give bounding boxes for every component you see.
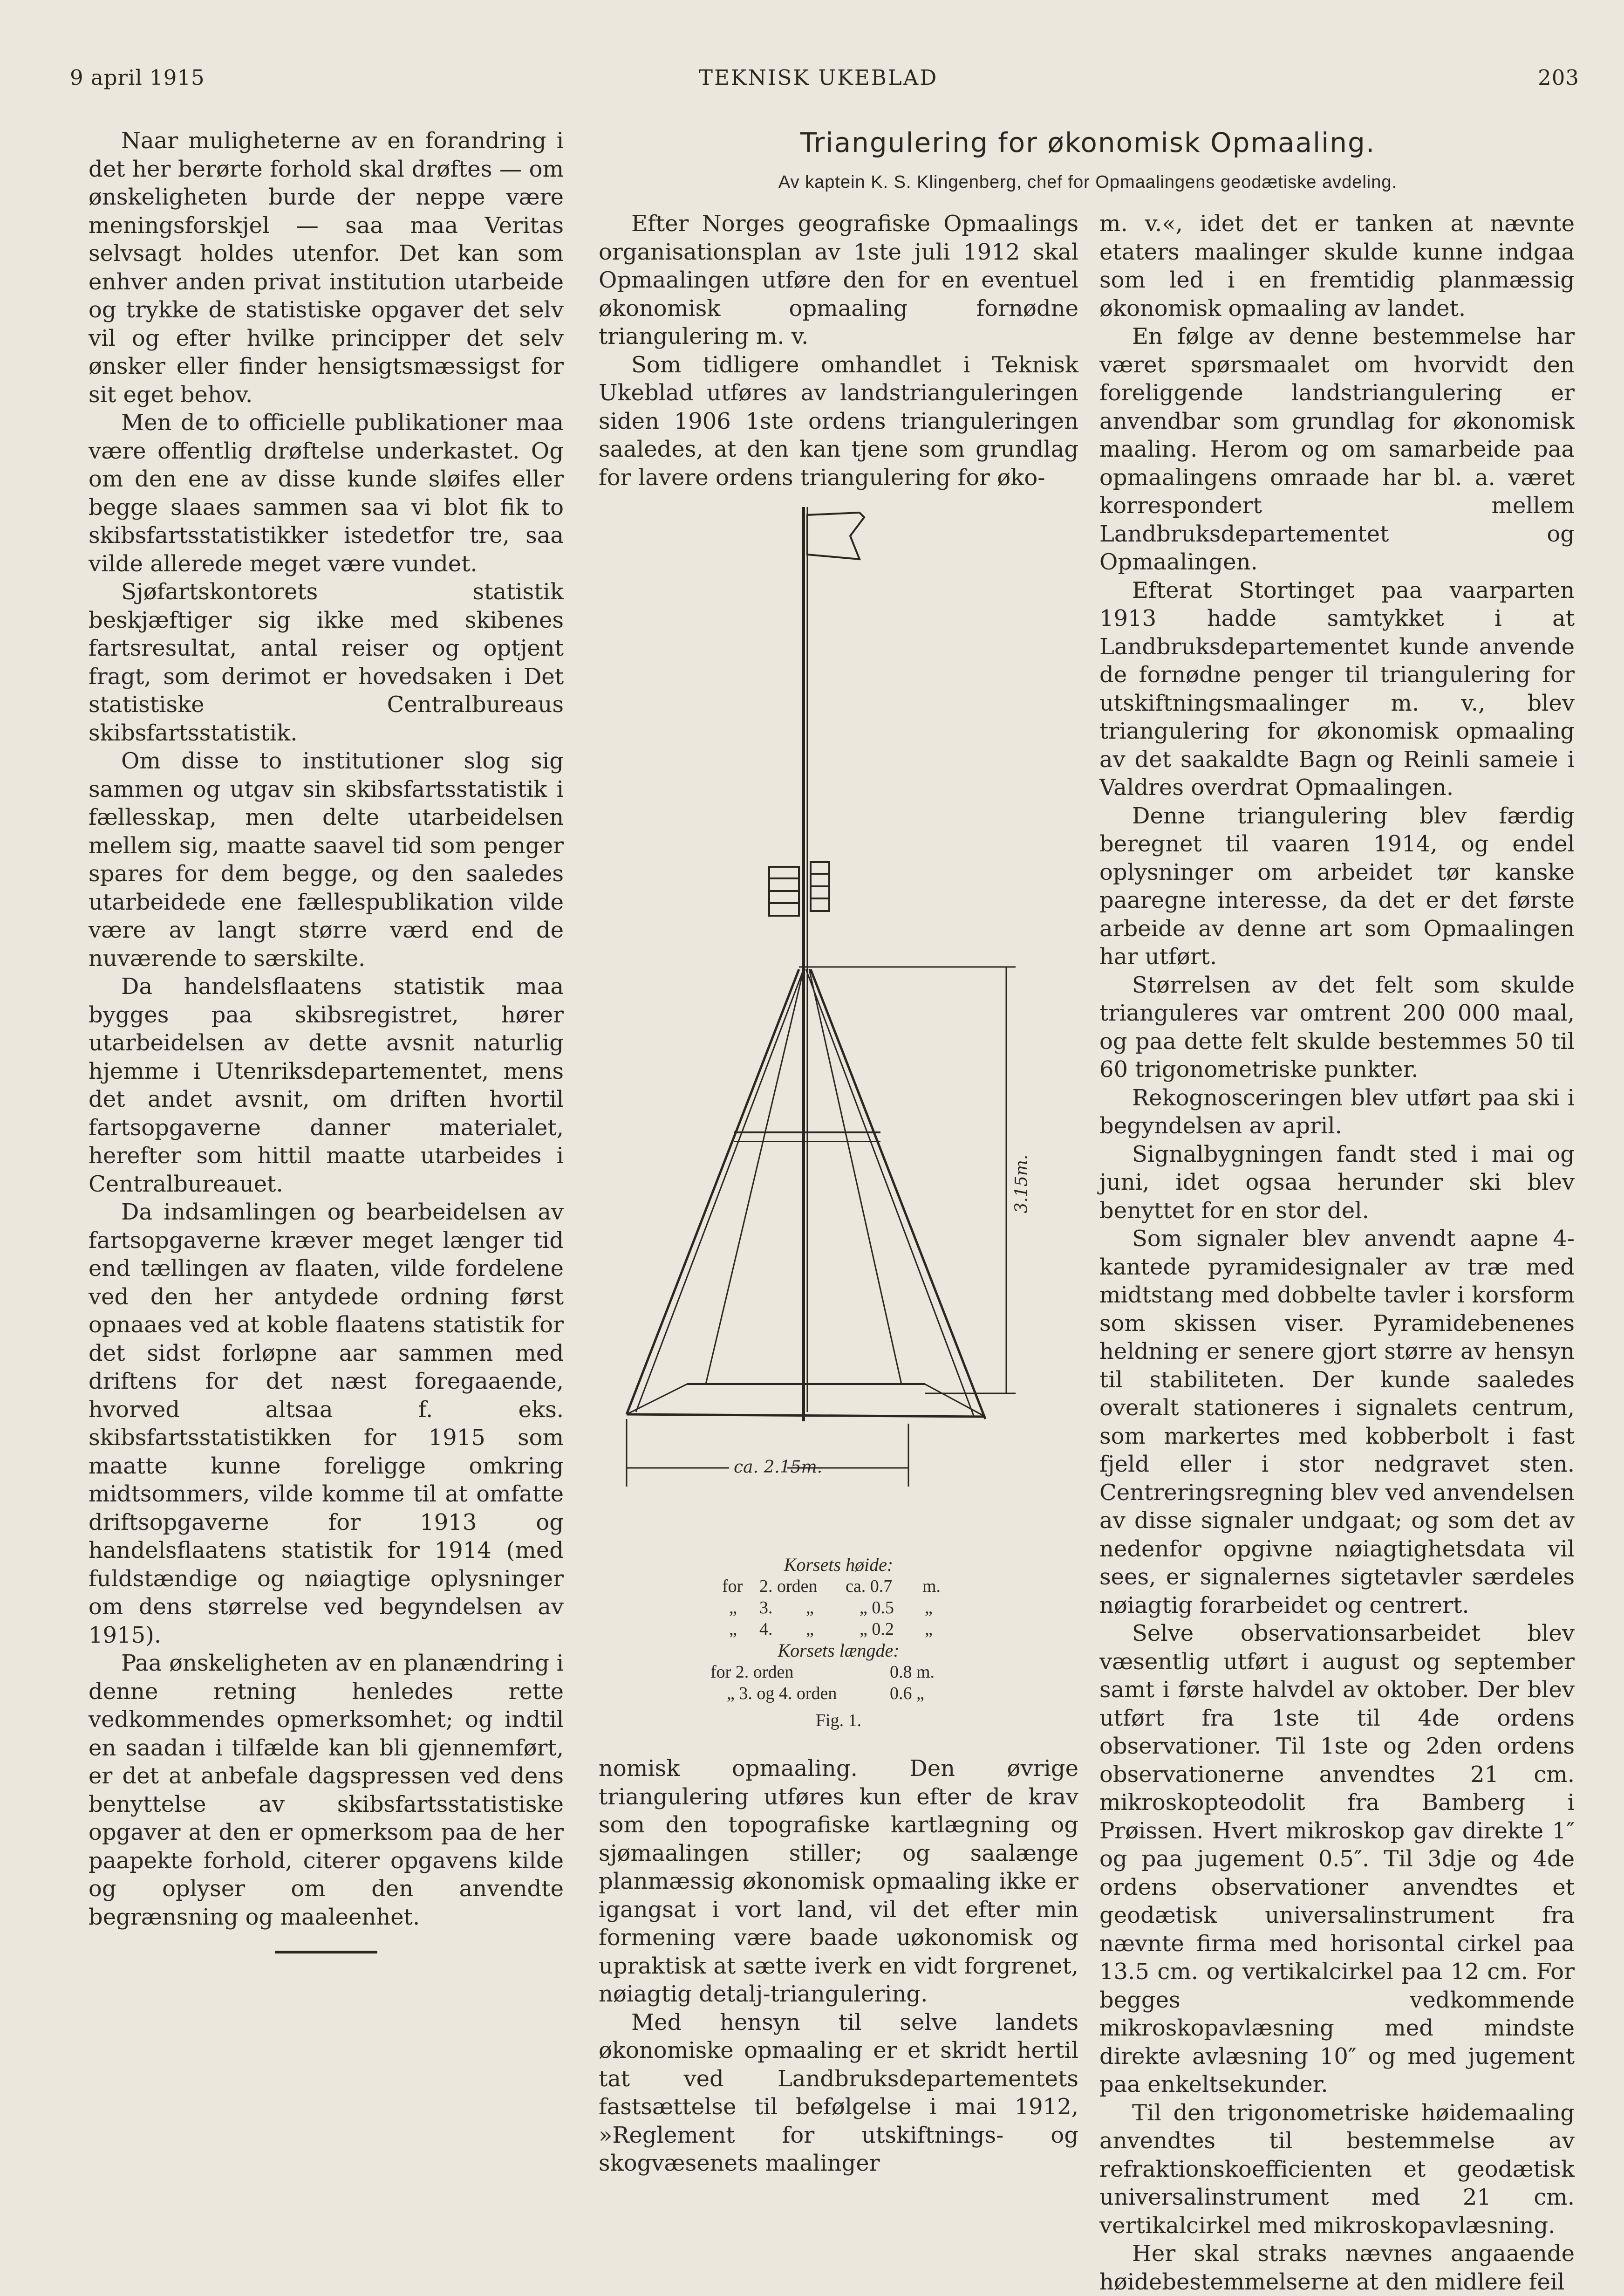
caption-cell: 0.6 „ <box>890 1684 924 1703</box>
article-end-rule <box>275 1951 377 1953</box>
paragraph: Denne triangulering blev færdig beregnet til vaaren 1914, og endel oplysninger om arbeidet tør kanske paaregne interesse, da det er det første arbeide av denne art som Opmaalingen har utført. <box>1099 802 1575 970</box>
figure-label: Fig. 1. <box>815 1711 862 1730</box>
issue-date: 9 april 1915 <box>70 65 205 90</box>
pyramid-signal-drawing <box>599 499 1078 1487</box>
caption-row <box>599 1597 1078 1618</box>
caption-cell: for 2. orden <box>710 1662 794 1682</box>
caption-cell: 3. <box>759 1598 773 1617</box>
paragraph: Da indsamlingen og bearbeidelsen av fartsopgaverne kræver meget længer tid end tællingen av flaaten, vilde fordelene ved den her antydede ordning først opnaaes ved at koble flaatens statistik for det sidst forløpne aar sammen med driftens for det næst foregaaende, hvorved altsaa f. eks. skibsfartsstatistikken for 1915 som maatte kunne foreligge omkring midtsommers, vilde komme til at omfatte driftsopgaverne for 1913 og handelsflaatens statistik for 1914 (med fuldstændige og nøiagtige oplysninger om dens størrelse ved begyndelsen av 1915). <box>89 1199 564 1648</box>
caption-cell: „ <box>729 1619 737 1639</box>
page-header <box>70 65 1579 98</box>
paragraph: Efterat Stortinget paa vaarparten 1913 hadde samtykket i at Landbruksdepartementet kunde anvende de fornødne penger til triangulering for utskiftningsmaalinger m. v., blev triangulering for økonomisk opmaaling av det saakaldte Bagn og Reinli sameie i Valdres overdrat Opmaalingen. <box>1099 577 1575 801</box>
paragraph: Rekognosceringen blev utført paa ski i begyndelsen av april. <box>1099 1084 1575 1139</box>
caption-height-heading: Korsets høide: <box>784 1554 894 1575</box>
article-title: Triangulering for økonomisk Opmaaling. <box>800 127 1376 158</box>
paragraph: Størrelsen av det felt som skulde trianguleres var omtrent 200 000 maal, og paa dette felt skulde bestemmes 50 til 60 trigonometriske punkter. <box>1099 972 1575 1083</box>
right-column <box>1099 210 1575 2296</box>
caption-cell: „ <box>806 1598 814 1617</box>
caption-cell: „ <box>925 1598 933 1617</box>
caption-cell: „ <box>729 1598 737 1617</box>
paragraph: Her skal straks nævnes angaaende høidebestemmelserne at den midlere feil <box>1099 2241 1575 2295</box>
paragraph: Om disse to institutioner slog sig sammen og utgav sin skibsfartsstatistik i fællesskap, men delte utarbeidelsen mellem sig, maatte saavel tid som penger spares for dem begge, og den saaledes utarbeidede ene fællespublikation vilde være av langt større værd end de nuværende to særskilte. <box>89 748 564 972</box>
journal-name: TEKNISK UKEBLAD <box>699 65 938 90</box>
caption-cell: „ 0.5 <box>860 1598 894 1617</box>
caption-cell: 2. orden <box>759 1576 818 1596</box>
paragraph: m. v.«, idet det er tanken at nævnte etaters maalinger skulde kunne indgaa som led i en fremtidig planmæssig økonomisk opmaaling av landet. <box>1099 211 1575 322</box>
paragraph: Men de to officielle publikationer maa være offentlig drøftelse underkastet. Og om den ene av disse kunde sløifes eller begge slaaes sammen saa vi blot fik to skibsfartsstatistikker istedetfor tre, saa vilde allerede meget være vundet. <box>89 410 564 577</box>
caption-cell: 0.8 m. <box>890 1662 935 1682</box>
caption-cell: „ 0.2 <box>860 1619 894 1639</box>
caption-row <box>599 1661 1078 1683</box>
caption-cell: ca. 0.7 <box>846 1576 893 1596</box>
signal-tower-figure <box>599 499 1078 1487</box>
width-dimension-label: ca. 2.15m. <box>734 1458 823 1477</box>
paragraph: Signalbygningen fandt sted i mai og juni, idet ogsaa herunder ski blev benyttet for en stor del. <box>1099 1141 1575 1224</box>
paragraph: Efter Norges geografiske Opmaalings organisationsplan av 1ste juli 1912 skal Opmaalingen utføre den for en eventuel økonomisk opmaaling fornødne triangulering m. v. <box>599 211 1078 350</box>
caption-cell: „ <box>925 1619 933 1639</box>
paragraph: Som signaler blev anvendt aapne 4-kantede pyramidesignaler av træ med midtstang med dobbelte tavler i korsform som skissen viser. Pyramidebenenes heldning er senere gjort større av hensyn til stabiliteten. Der kunde saaledes overalt stationeres i signalets centrum, som markertes med kobberbolt i fast fjeld eller i stor nedgravet sten. Centreringsregning blev ved anvendelsen av disse signaler undgaat; og som det av nedenfor opgivne nøiagtighetsdata vil sees, er signalernes sigtetavler særdeles nøiagtig forarbeidet og centrert. <box>1099 1226 1575 1618</box>
paragraph: Da handelsflaatens statistik maa bygges paa skibsregistret, hører utarbeidelsen av dette avsnit naturlig hjemme i Utenriksdepartementet, mens det andet avsnit, om driften hvortil fartsopgaverne danner materialet, herefter som hittil maatte utarbeides i Centralbureauet. <box>89 973 564 1197</box>
caption-length-heading: Korsets længde: <box>778 1640 900 1661</box>
article-byline: Av kaptein K. S. Klingenberg, chef for Opmaalingens geodætiske avdeling. <box>778 172 1398 192</box>
caption-row <box>599 1683 1078 1704</box>
middle-column-top <box>599 210 1078 492</box>
paragraph: Selve observationsarbeidet blev væsentlig utført i august og september samt i første halvdel av oktober. Der blev utført fra 1ste til 4de ordens observationer. Til 1ste og 2den ordens observationerne anvendtes 21 cm. mikroskopteodolit fra Bamberg i Prøissen. Hvert mikroskop gav direkte 1″ og paa jugement 0.5″. Til 3dje og 4de ordens observationer anvendtes et geodætisk universalinstrument fra nævnte firma med horisontal cirkel paa 13.5 cm. og vertikalcirkel paa 12 cm. For begges vedkommende mikroskopavlæsning med mindste direkte avlæsning 10″ og med jugement paa enkeltsekunder. <box>1099 1620 1575 2097</box>
caption-cell: for <box>722 1576 743 1596</box>
figure-caption <box>599 1554 1078 1731</box>
caption-row <box>599 1618 1078 1640</box>
height-dimension-label: 3.15m. <box>1012 1154 1031 1213</box>
paragraph: Som tidligere omhandlet i Teknisk Ukeblad utføres av landstrianguleringen siden 1906 1ste ordens trianguleringen saaledes, at den kan tjene som grundlag for lavere ordens triangulering for øko- <box>599 351 1078 491</box>
paragraph: Med hensyn til selve landets økonomiske opmaaling er et skridt hertil tat ved Landbruksdepartementets fastsættelse til befølgelse i mai 1912, »Reglement for utskiftnings- og skogvæsenets maalinger <box>599 2009 1078 2176</box>
caption-cell: „ <box>806 1619 814 1639</box>
paragraph: En følge av denne bestemmelse har været spørsmaalet om hvorvidt den foreliggende landstriangulering er anvendbar som grundlag for økonomisk maaling. Herom og om samarbeide paa opmaalingens omraade har bl. a. været korrespondert mellem Landbruksdepartementet og Opmaalingen. <box>1099 323 1575 575</box>
caption-cell: 4. <box>759 1619 773 1639</box>
caption-row <box>599 1576 1078 1597</box>
page-number: 203 <box>1538 65 1579 90</box>
paragraph: Sjøfartskontorets statistik beskjæftiger sig ikke med skibenes fartsresultat, antal reiser og optjent fragt, som derimot er hovedsaken i Det statistiske Centralbureaus skibsfartsstatistik. <box>89 579 564 746</box>
middle-column-bottom <box>599 1755 1078 2178</box>
paragraph: Paa ønskeligheten av en planændring i denne retning henledes rette vedkommendes opmerksomhet; og indtil en saadan i tilfælde kan bli gjennemført, er det at anbefale dagspressen ved dens benyttelse av skibsfartsstatistiske opgaver at den er opmerksom paa de her paapekte forhold, citerer opgavens kilde og oplyser om den anvendte begrænsning og maaleenhet. <box>89 1650 564 1930</box>
caption-cell: „ 3. og 4. orden <box>727 1684 837 1703</box>
left-column <box>89 127 564 1953</box>
caption-cell: m. <box>922 1576 941 1596</box>
paragraph: Til den trigonometriske høidemaaling anvendtes til bestemmelse av refraktionskoefficienten et geodætisk universalinstrument med 21 cm. vertikalcirkel med mikroskopavlæsning. <box>1099 2099 1575 2239</box>
paragraph: nomisk opmaaling. Den øvrige triangulering utføres kun efter de krav som den topografiske kartlægning og sjømaalingen stiller; og saalænge planmæssig økonomisk opmaaling ikke er igangsat i vort land, vil det efter min formening være baade uøkonomisk og upraktisk at sætte iverk en vidt forgrenet, nøiagtig detalj-triangulering. <box>599 1755 1078 2007</box>
paragraph: Naar muligheterne av en forandring i det her berørte forhold skal drøftes — om ønskeligheten burde der neppe være meningsforskjel — saa maa Veritas selvsagt holdes utenfor. Det kan som enhver anden privat institution utarbeide og trykke de statistiske opgaver det selv vil og efter hvilke principper det selv ønsker eller finder hensigtsmæssigst for sit eget behov. <box>89 128 564 408</box>
